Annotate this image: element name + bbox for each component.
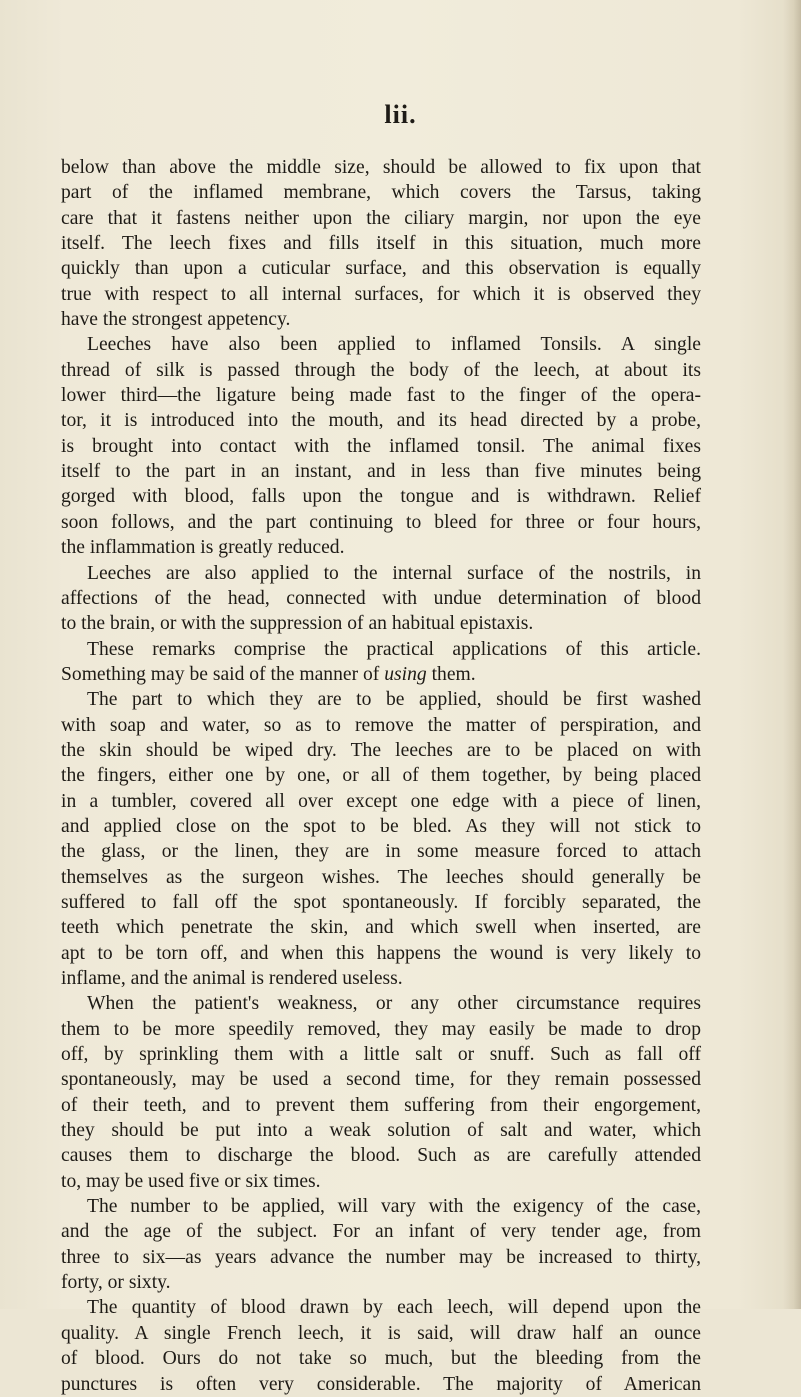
text-line: When the patient's weakness, or any other circumstance requires bbox=[87, 993, 701, 1015]
text-line: the skin should be wiped dry. The leeches are to be placed on with bbox=[61, 739, 701, 761]
text-line: three to six—as years advance the number may be increased to thirty, bbox=[61, 1246, 701, 1268]
text-line: the glass, or the linen, they are in some measure forced to attach bbox=[61, 841, 701, 863]
text-line: of their teeth, and to prevent them suffering from their engorgement, bbox=[61, 1094, 701, 1116]
text-line: quality. A single French leech, it is said, will draw half an ounce bbox=[61, 1322, 701, 1344]
text-line: they should be put into a weak solution of salt and water, which bbox=[61, 1120, 701, 1142]
text-line: suffered to fall off the spot spontaneously. If forcibly separated, the bbox=[61, 891, 701, 913]
text-line: true with respect to all internal surfaces, for which it is observed they bbox=[61, 283, 701, 305]
text-line: teeth which penetrate the skin, and which swell when inserted, are bbox=[61, 917, 701, 939]
page-number: lii. bbox=[384, 100, 417, 129]
text-line: forty, or sixty. bbox=[61, 1272, 171, 1294]
body-text bbox=[61, 155, 701, 1397]
text-line: tor, it is introduced into the mouth, and its head directed by a probe, bbox=[61, 410, 701, 432]
text-line: thread of silk is passed through the body of the leech, at about its bbox=[61, 359, 701, 381]
text-line: in a tumbler, covered all over except one edge with a piece of linen, bbox=[61, 790, 701, 812]
text-line: causes them to discharge the blood. Such as are carefully attended bbox=[61, 1145, 701, 1167]
text-line: spontaneously, may be used a second time, for they remain possessed bbox=[61, 1069, 701, 1091]
text-line: itself. The leech fixes and fills itself in this situation, much more bbox=[61, 233, 701, 255]
text-line: punctures is often very considerable. The majority of American bbox=[61, 1373, 701, 1395]
text-line: Something may be said of the manner of using them. bbox=[61, 663, 476, 685]
text-line: have the strongest appetency. bbox=[61, 309, 291, 331]
text-line: care that it fastens neither upon the ciliary margin, nor upon the eye bbox=[61, 207, 701, 229]
text-line: and the age of the subject. For an infant of very tender age, from bbox=[61, 1221, 701, 1243]
text-line: is brought into contact with the inflamed tonsil. The animal fixes bbox=[61, 435, 701, 457]
text-line: affections of the head, connected with undue determination of blood bbox=[61, 587, 701, 609]
page-edge-shadow bbox=[783, 0, 801, 1309]
text-line: soon follows, and the part continuing to bleed for three or four hours, bbox=[61, 511, 701, 533]
text-line: Leeches are also applied to the internal surface of the nostrils, in bbox=[87, 562, 701, 584]
text-line: with soap and water, so as to remove the matter of perspiration, and bbox=[61, 714, 701, 736]
text-line: the fingers, either one by one, or all of them together, by being placed bbox=[61, 765, 701, 787]
text-line: The quantity of blood drawn by each leech, will depend upon the bbox=[87, 1297, 701, 1319]
text-line: apt to be torn off, and when this happens the wound is very likely to bbox=[61, 942, 701, 964]
text-line: part of the inflamed membrane, which covers the Tarsus, taking bbox=[61, 182, 701, 204]
text-line: The number to be applied, will vary with the exigency of the case, bbox=[87, 1196, 701, 1218]
text-line: to the brain, or with the suppression of an habitual epistaxis. bbox=[61, 613, 534, 635]
text-line: inflame, and the animal is rendered useless. bbox=[61, 968, 403, 989]
text-line: The part to which they are to be applied, should be first washed bbox=[87, 689, 701, 711]
text-line: and applied close on the spot to be bled. As they will not stick to bbox=[61, 815, 701, 837]
text-line: itself to the part in an instant, and in less than five minutes being bbox=[61, 461, 701, 483]
text-line: to, may be used five or six times. bbox=[61, 1170, 321, 1192]
text-line: of blood. Ours do not take so much, but the bleeding from the bbox=[61, 1348, 701, 1370]
text-line: Leeches have also been applied to inflamed Tonsils. A single bbox=[87, 334, 701, 356]
text-line: lower third—the ligature being made fast to the finger of the opera- bbox=[61, 385, 701, 407]
text-line: them to be more speedily removed, they may easily be made to drop bbox=[61, 1018, 701, 1040]
text-line: below than above the middle size, should be allowed to fix upon that bbox=[61, 157, 701, 178]
text-line: themselves as the surgeon wishes. The leeches should generally be bbox=[61, 866, 701, 888]
text-line: the inflammation is greatly reduced. bbox=[61, 537, 345, 559]
text-line: quickly than upon a cuticular surface, and this observation is equally bbox=[61, 258, 701, 280]
text-line: gorged with blood, falls upon the tongue and is withdrawn. Relief bbox=[61, 486, 701, 508]
text-line: off, by sprinkling them with a little salt or snuff. Such as fall off bbox=[61, 1044, 701, 1066]
text-line: These remarks comprise the practical applications of this article. bbox=[87, 638, 701, 660]
emphasis: using bbox=[384, 663, 427, 685]
